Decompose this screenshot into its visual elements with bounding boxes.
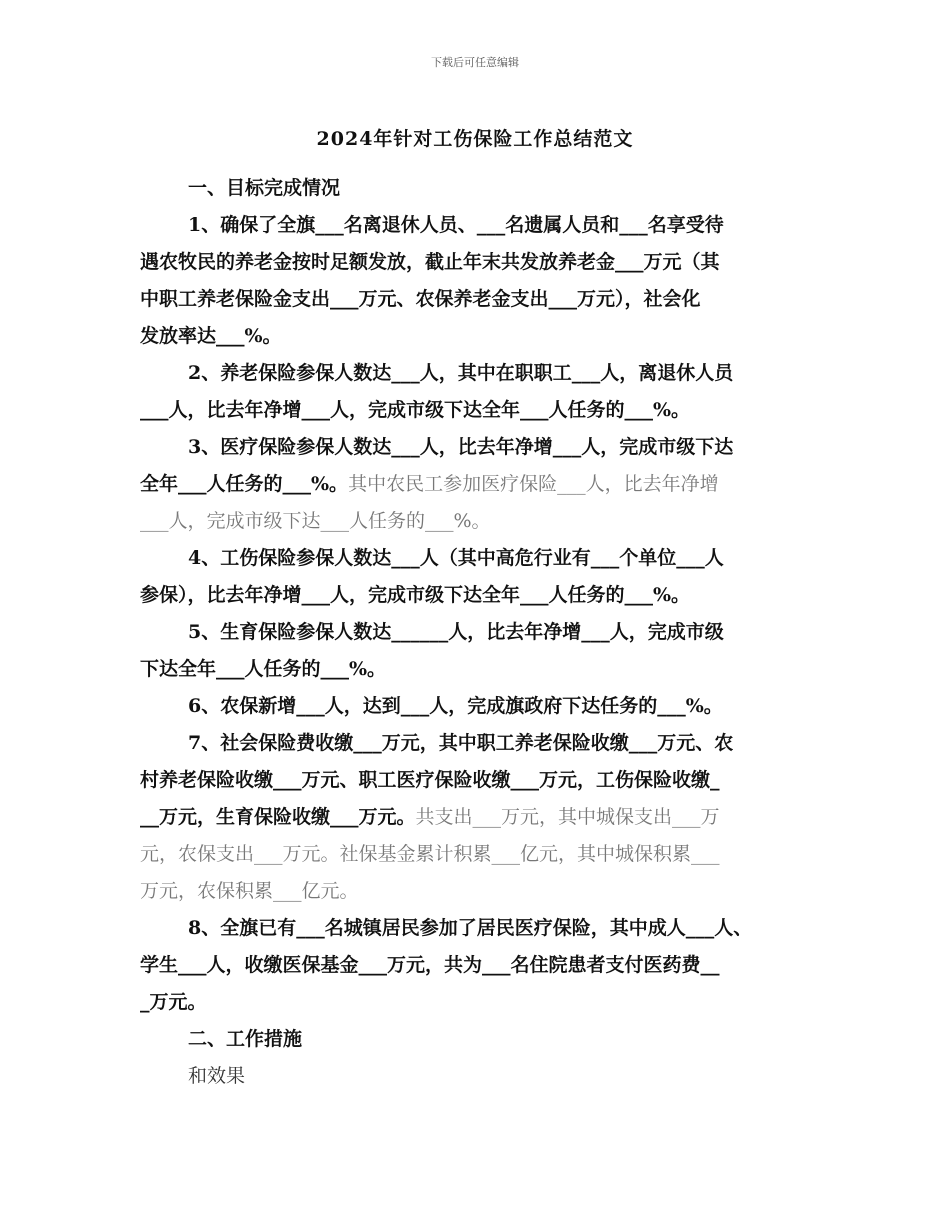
- text-segment: 发放率达___%。: [140, 325, 282, 347]
- text-line: [140, 1021, 820, 1058]
- text-line: [140, 318, 820, 355]
- text-line: [140, 170, 820, 207]
- text-segment: ___人，比去年净增___人，完成市级下达全年___人任务的___%。: [140, 399, 691, 421]
- text-line: [140, 355, 820, 392]
- text-segment: 全年___人任务的___%。: [140, 473, 349, 495]
- text-segment: 2、养老保险参保人数达___人，其中在职职工___人，离退休人员: [188, 362, 734, 384]
- text-line: [140, 429, 820, 466]
- text-segment: __万元，生育保险收缴___万元。: [140, 806, 416, 828]
- text-segment-light: 其中农民工参加医疗保险___人，比去年净增: [348, 473, 719, 495]
- text-line: [140, 910, 820, 947]
- text-line: [140, 836, 820, 873]
- text-segment-light: 共支出___万元，其中城保支出___万: [415, 806, 720, 828]
- text-line-tail: 和效果: [188, 1065, 246, 1087]
- text-segment-light: 元，农保支出___万元。社保基金累计积累___亿元，其中城保积累___: [140, 843, 720, 865]
- text-segment: 8、全旗已有___名城镇居民参加了居民医疗保险，其中成人___人、: [188, 917, 753, 939]
- text-segment: 二、工作措施: [188, 1028, 303, 1050]
- text-line: [140, 984, 820, 1021]
- text-line: [140, 207, 820, 244]
- document-title: 2024年针对工伤保险工作总结范文: [316, 128, 634, 150]
- text-segment: 1、确保了全旗___名离退休人员、___名遗属人员和___名享受待: [188, 214, 724, 236]
- page-header: 下载后可任意编辑: [431, 56, 519, 69]
- text-segment: 3、医疗保险参保人数达___人，比去年净增___人，完成市级下达: [188, 436, 734, 458]
- text-line: [140, 281, 820, 318]
- text-segment: 参保），比去年净增___人，完成市级下达全年___人任务的___%。: [140, 584, 691, 606]
- text-line: [140, 651, 820, 688]
- text-segment: 下达全年___人任务的___%。: [140, 658, 387, 680]
- text-segment: 村养老保险收缴___万元、职工医疗保险收缴___万元，工伤保险收缴_: [140, 769, 720, 791]
- text-segment: 4、工伤保险参保人数达___人（其中高危行业有___个单位___人: [188, 547, 724, 569]
- text-line: [140, 873, 820, 910]
- text-segment-light: 万元，农保积累___亿元。: [140, 880, 359, 902]
- text-line: [140, 725, 820, 762]
- text-segment: 一、目标完成情况: [188, 177, 341, 199]
- text-line: [140, 947, 820, 984]
- text-line: [140, 762, 820, 799]
- text-line: [140, 614, 820, 651]
- text-segment: 7、社会保险费收缴___万元，其中职工养老保险收缴___万元、农: [188, 732, 734, 754]
- text-segment: 遇农牧民的养老金按时足额发放，截止年末共发放养老金___万元（其: [140, 251, 720, 273]
- text-segment-light: ___人，完成市级下达___人任务的___%。: [140, 510, 491, 532]
- text-segment: _万元。: [140, 991, 207, 1013]
- text-line: [140, 799, 820, 836]
- text-line: [140, 503, 820, 540]
- text-line: [140, 244, 820, 281]
- text-line: [140, 392, 820, 429]
- text-segment: 学生___人，收缴医保基金___万元，共为___名住院患者支付医药费__: [140, 954, 720, 976]
- text-line: [140, 688, 820, 725]
- text-line: [140, 466, 820, 503]
- text-segment: 5、生育保险参保人数达______人，比去年净增___人，完成市级: [188, 621, 724, 643]
- text-line: [140, 540, 820, 577]
- text-segment: 中职工养老保险金支出___万元、农保养老金支出___万元），社会化: [140, 288, 701, 310]
- text-line: [140, 577, 820, 614]
- text-segment: 6、农保新增___人，达到___人，完成旗政府下达任务的___%。: [188, 695, 723, 717]
- document-body: [140, 170, 820, 1095]
